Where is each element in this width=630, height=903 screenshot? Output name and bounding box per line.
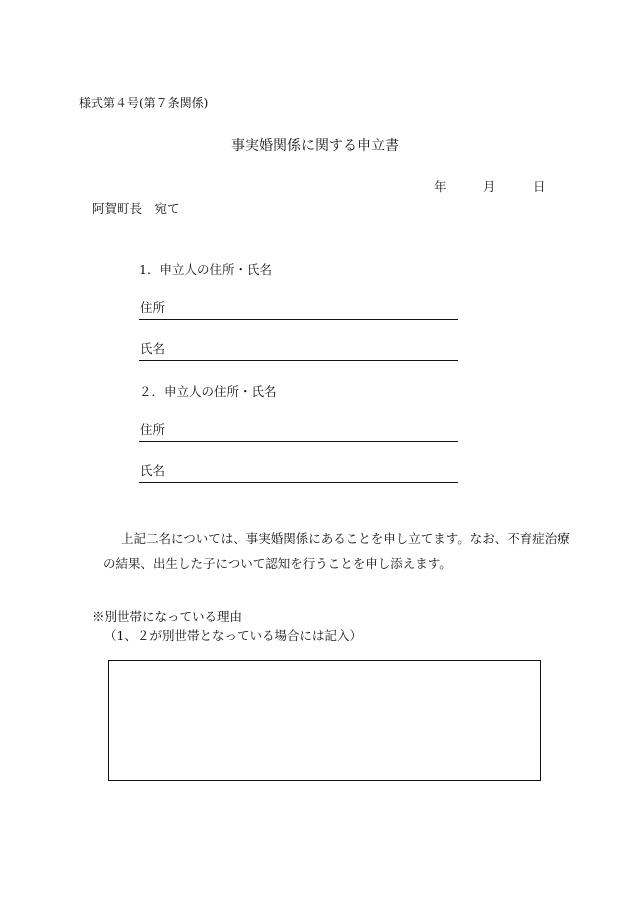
applicant-1-address-field[interactable] [139, 302, 458, 320]
applicant-1-name-label: 氏名 [140, 341, 166, 356]
applicant-2-name-label: 氏名 [140, 463, 166, 478]
separate-household-reason-box[interactable] [108, 660, 541, 781]
separate-household-note: （1、２が別世帯となっている場合には記入） [104, 628, 362, 643]
applicant-2-address-field[interactable] [139, 424, 458, 442]
statement-line-1: 上記二名については、事実婚関係にあることを申し立てます。なお、不育症治療 [121, 531, 570, 546]
applicant-1-heading: 1．申立人の住所・氏名 [139, 262, 272, 277]
statement-line-2: の結果、出生した子について認知を行うことを申し添えます。 [103, 556, 452, 571]
form-number: 様式第４号(第７条関係) [79, 96, 209, 110]
applicant-2-address-label: 住所 [140, 422, 166, 437]
statement-paragraph [103, 526, 570, 576]
applicant-2-heading: ２．申立人の住所・氏名 [139, 384, 277, 399]
applicant-1-name-field[interactable] [139, 343, 458, 361]
date-day-label: 日 [533, 179, 546, 194]
document-title: 事実婚関係に関する申立書 [231, 138, 399, 154]
applicant-1-address-label: 住所 [140, 300, 166, 315]
applicant-2-name-field[interactable] [139, 465, 458, 483]
date-month-label: 月 [483, 179, 496, 194]
separate-household-heading: ※別世帯になっている理由 [92, 609, 243, 624]
date-year-label: 年 [434, 179, 447, 194]
addressee: 阿賀町長 宛て [92, 201, 180, 216]
